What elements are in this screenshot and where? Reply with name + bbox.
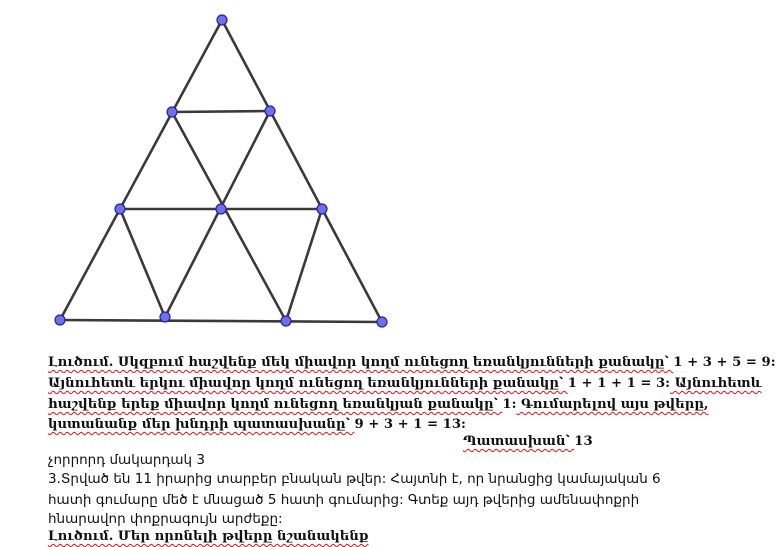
edge-d [286,209,322,321]
vertex [317,204,327,214]
level-heading: չորրորդ մակարդակ 3 [48,452,205,468]
solution-line-3-math: 1: [502,397,517,412]
solution-line-1-text: Լուծում. Սկզբում հաշվենք մեկ միավոր կողմ ունեցող եռանկյունների քանակը՝ [48,355,674,370]
vertex [216,204,226,214]
vertex [281,316,291,326]
problem-line-3: հնարավոր փոքրագույն արժեքը: [48,511,283,527]
problem-line-2: հատի գումարը մեծ է մնացած 5 հատի գումարից: Գտեք այդ թվերից ամենափոքրի [48,492,640,508]
answer-line [463,431,663,452]
edge-right-outer [222,20,382,322]
edge-c [120,209,165,317]
next-solution-start: Լուծում. Մեր որոնելի թվերը նշանակենք [48,529,369,544]
solution-line-4-math: 9 + 3 + 1 = 13: [354,417,466,432]
edge-left-outer [60,20,222,320]
solution-line-3-text: հաշվենք երեք միավոր կողմ ունեցող եռանկյան քանակը՝ [48,397,503,412]
solution-line-1 [48,352,776,373]
vertex [265,106,275,116]
edge-row1-horizontal [172,111,270,112]
vertex [217,15,227,25]
vertex [377,317,387,327]
problem-line-1: 3.Տրված են 11 իրարից տարբեր բնական թվեր: Հայտնի է, որ նրանցից կամայական 6 [48,471,661,487]
solution-line-2-math: 1 + 1 + 1 = 3: [567,376,671,391]
answer-value: 13 [574,434,593,449]
vertex [167,107,177,117]
vertex [160,312,170,322]
solution-line-2-text: Այնուհետև երկու միավոր կողմ ունեցող եռանկյունների քանակը՝ [48,376,568,391]
edge-bottom-outer [60,320,382,322]
solution-line-1-math: 1 + 3 + 5 = 9: [673,355,776,370]
edge-b [165,111,270,317]
answer-label: Պատասխան՝ [463,434,575,449]
solution-line-2 [48,373,762,394]
solution-line-3-tail: Գումարելով այս թվերը, [516,397,709,412]
solution-line-4-text: կստանանք մեր խնդրի պատասխանը՝ [48,417,355,432]
solution-line-2-tail: Այնուհետև [670,376,762,391]
vertex [55,315,65,325]
solution-line-3 [48,394,709,415]
edge-a [172,112,286,321]
vertex [115,204,125,214]
